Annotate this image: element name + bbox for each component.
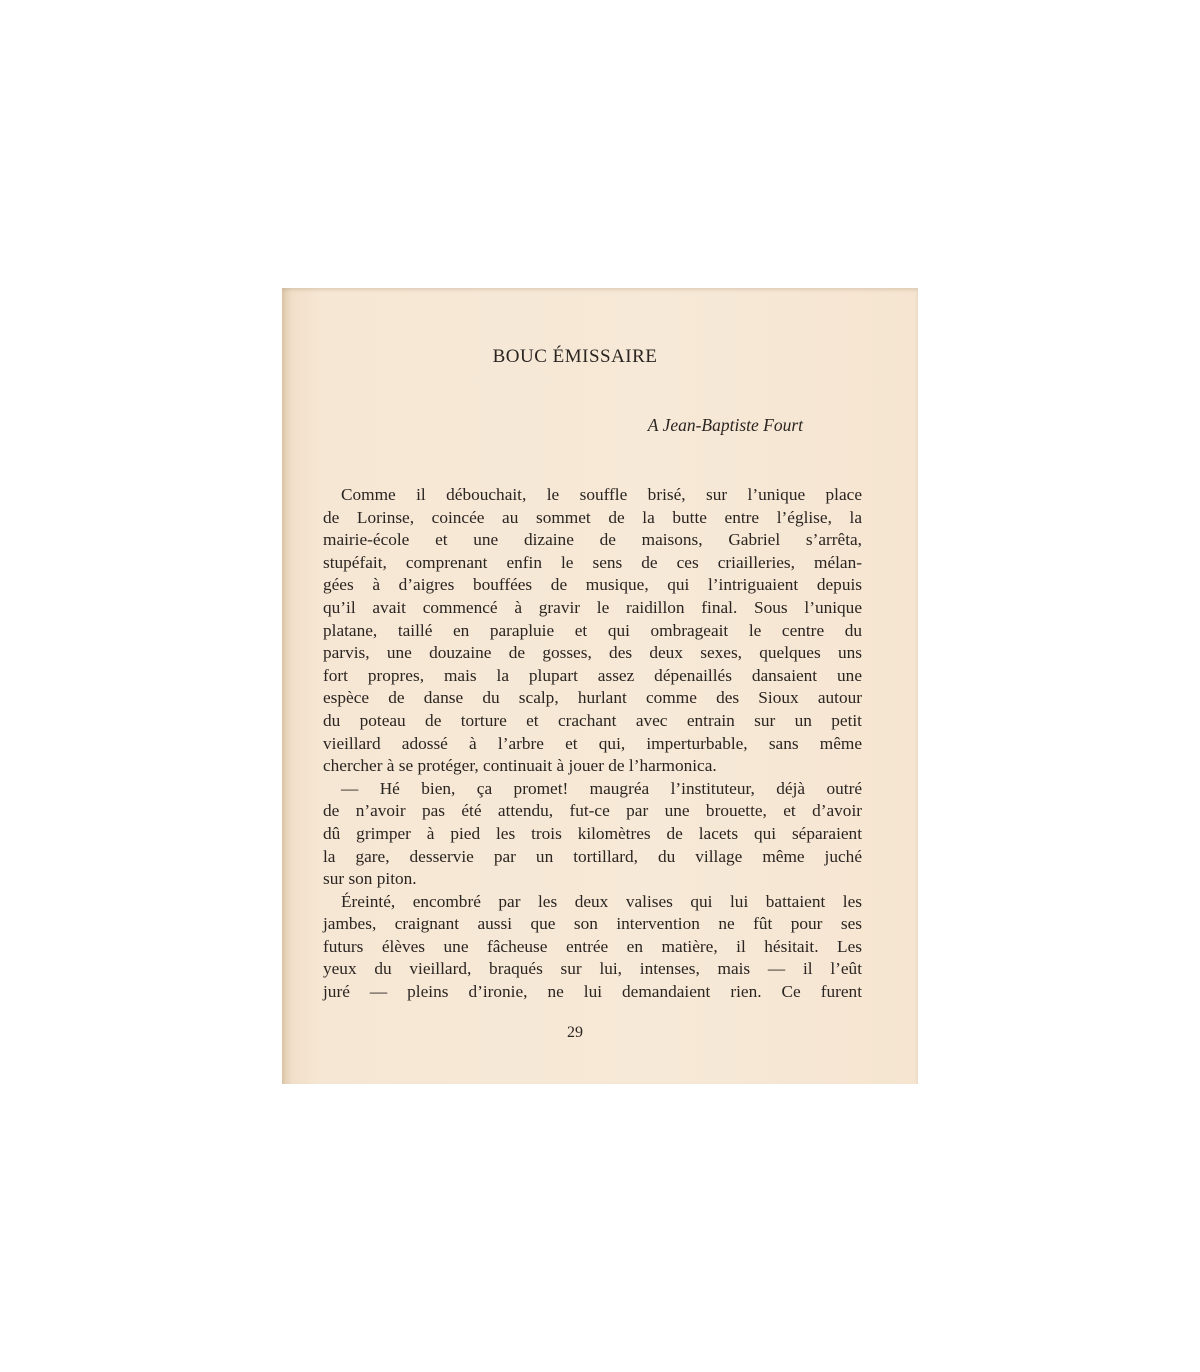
book-page [282, 288, 918, 1084]
text-line: chercher à se protéger, continuait à jouer de l’harmonica. [323, 756, 717, 776]
text-line: gées à d’aigres bouffées de musique, qui l’intriguaient depuis [323, 575, 862, 595]
paragraph-2 [323, 778, 862, 891]
text-line: — Hé bien, ça promet! maugréa l’instituteur, déjà outré [341, 778, 862, 798]
text-line: dû grimper à pied les trois kilomètres de lacets qui séparaient [323, 823, 862, 843]
text-line: du poteau de torture et crachant avec entrain sur un petit [323, 710, 862, 730]
text-line: juré — pleins d’ironie, ne lui demandaient rien. Ce furent [323, 982, 862, 1002]
text-line: la gare, desservie par un tortillard, du village même juché [323, 846, 862, 866]
text-line: sur son piton. [323, 869, 417, 889]
paragraph-3 [323, 891, 862, 1004]
text-line: yeux du vieillard, braqués sur lui, intenses, mais — il l’eût [323, 959, 862, 979]
chapter-title: BOUC ÉMISSAIRE [492, 346, 658, 367]
text-line: espèce de danse du scalp, hurlant comme des Sioux autour [323, 688, 862, 708]
text-line: de n’avoir pas été attendu, fut-ce par une brouette, et d’avoir [323, 801, 862, 821]
text-line: parvis, une douzaine de gosses, des deux sexes, quelques uns [323, 643, 862, 663]
text-line: Comme il débouchait, le souffle brisé, sur l’unique place [341, 485, 862, 504]
body-text [323, 484, 862, 1004]
text-line: futurs élèves une fâcheuse entrée en matière, il hésitait. Les [323, 936, 862, 956]
text-line: mairie-école et une dizaine de maisons, Gabriel s’arrêta, [323, 530, 862, 550]
paragraph-1 [323, 484, 862, 778]
dedication: A Jean-Baptiste Fourt [647, 415, 803, 435]
text-line: de Lorinse, coincée au sommet de la butte entre l’église, la [323, 507, 862, 527]
text-line: stupéfait, comprenant enfin le sens de ces criailleries, mélan- [323, 552, 862, 572]
text-line: Éreinté, encombré par les deux valises qui lui battaient les [341, 891, 862, 911]
text-line: qu’il avait commencé à gravir le raidillon final. Sous l’unique [323, 597, 862, 617]
text-line: jambes, craignant aussi que son intervention ne fût pour ses [323, 914, 862, 934]
text-line: platane, taillé en parapluie et qui ombrageait le centre du [323, 620, 862, 640]
text-line: vieillard adossé à l’arbre et qui, imperturbable, sans même [323, 733, 862, 753]
page-number: 29 [567, 1024, 583, 1041]
text-line: fort propres, mais la plupart assez dépenaillés dansaient une [323, 665, 862, 685]
